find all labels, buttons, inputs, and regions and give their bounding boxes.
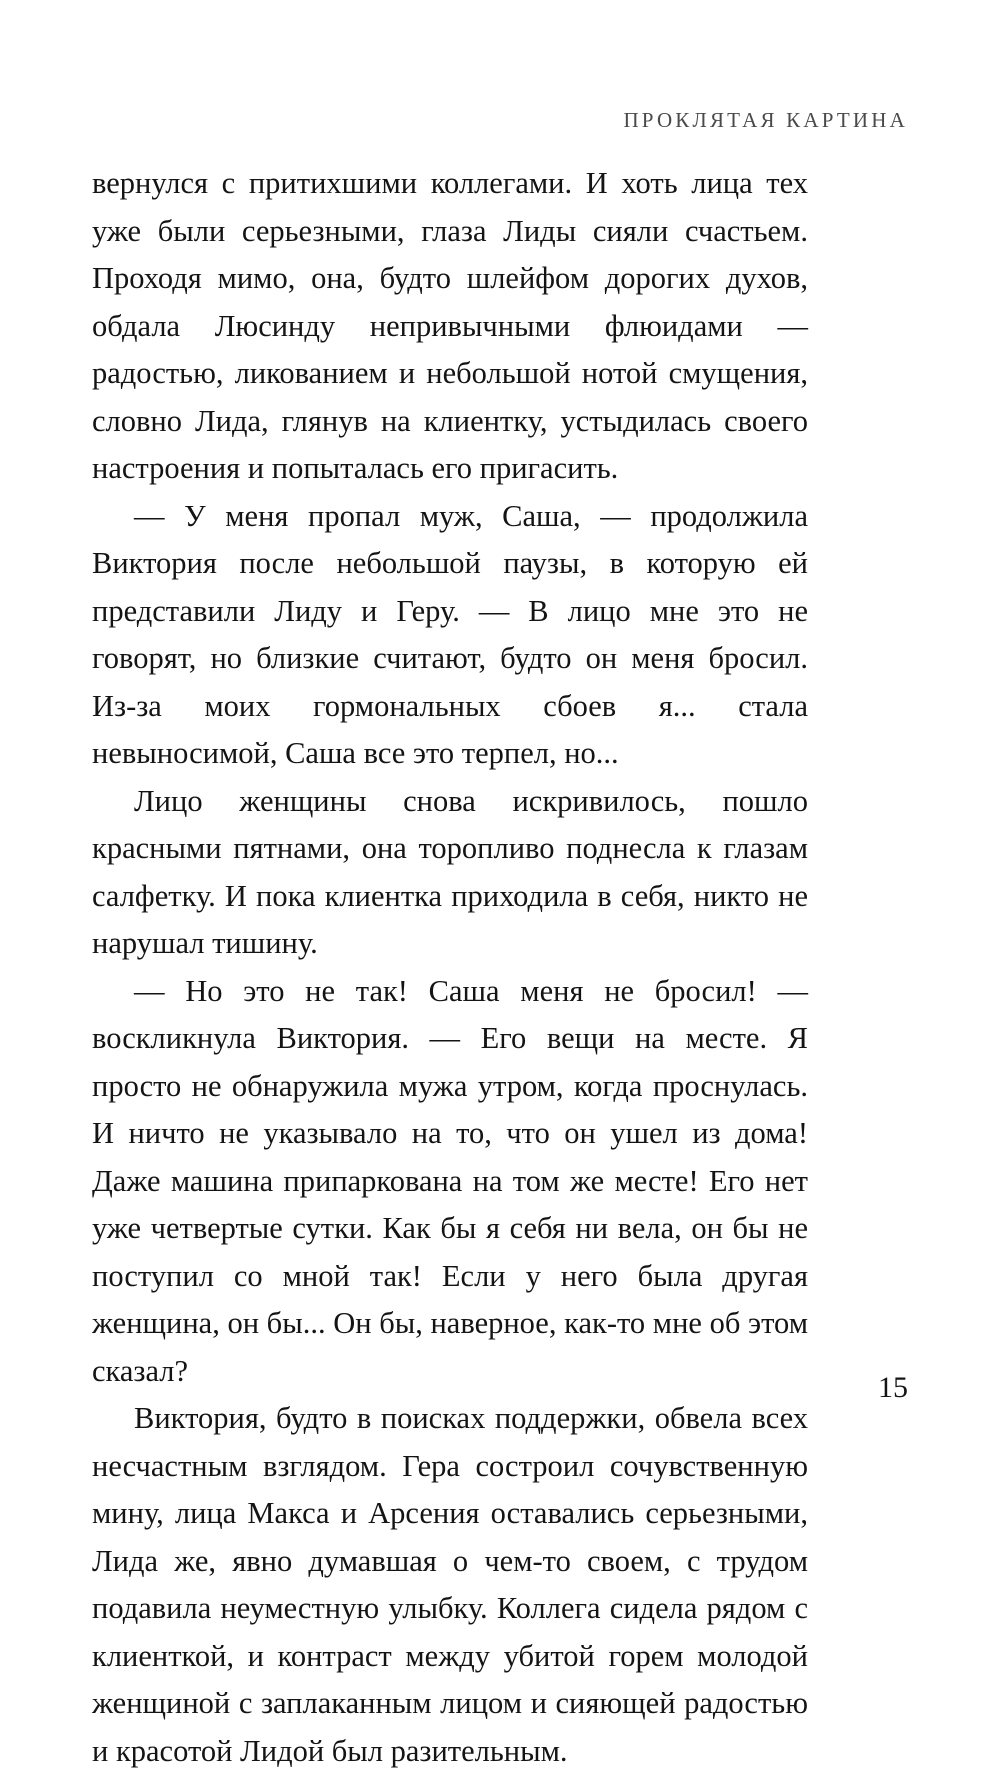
running-head: ПРОКЛЯТАЯ КАРТИНА bbox=[623, 108, 908, 132]
paragraph: вернулся с притихшими коллегами. И хоть лица тех уже были серьезными, глаза Лиды сияли счастьем. Проходя мимо, она, будто шлейфом дорогих духов, обдала Люсинду непривычными флюидами — радостью, ликованием и небольшой нотой смущения, словно Лида, глянув на клиентку, устыдилась своего настроения и попыталась его пригасить. bbox=[92, 166, 808, 485]
paragraph: Лицо женщины снова искривилось, пошло красными пятнами, она торопливо поднесла к глазам салфетку. И пока клиентка приходила в себя, никто не нарушал тишину. bbox=[92, 783, 808, 960]
page-number: 15 bbox=[878, 1371, 908, 1404]
page-text-body bbox=[92, 160, 808, 1775]
paragraph: Виктория, будто в поисках поддержки, обвела всех несчастным взглядом. Гера состроил сочувственную мину, лица Макса и Арсения оставались серьезными, Лида же, явно думавшая о чем-то своем, с трудом подавила неуместную улыбку. Коллега сидела рядом с клиенткой, и контраст между убитой горем молодой женщиной с заплаканным лицом и сияющей радостью и красотой Лидой был разительным. bbox=[92, 1401, 808, 1768]
paragraph: — У меня пропал муж, Саша, — продолжила Виктория после небольшой паузы, в которую ей представили Лиду и Геру. — В лицо мне это не говорят, но близкие считают, будто он меня бросил. Из-за моих гормональных сбоев я... стала невыносимой, Саша все это терпел, но... bbox=[92, 498, 808, 770]
paragraph: — Но это не так! Саша меня не бросил! — воскликнула Виктория. — Его вещи на месте. Я просто не обнаружила мужа утром, когда проснулась. И ничто не указывало на то, что он ушел из дома! Даже машина припаркована на том же месте! Его нет уже четвертые сутки. Как бы я себя ни вела, он бы не поступил со мной так! Если у него была другая женщина, он бы... Он бы, наверное, как-то мне об этом сказал? bbox=[92, 973, 808, 1388]
